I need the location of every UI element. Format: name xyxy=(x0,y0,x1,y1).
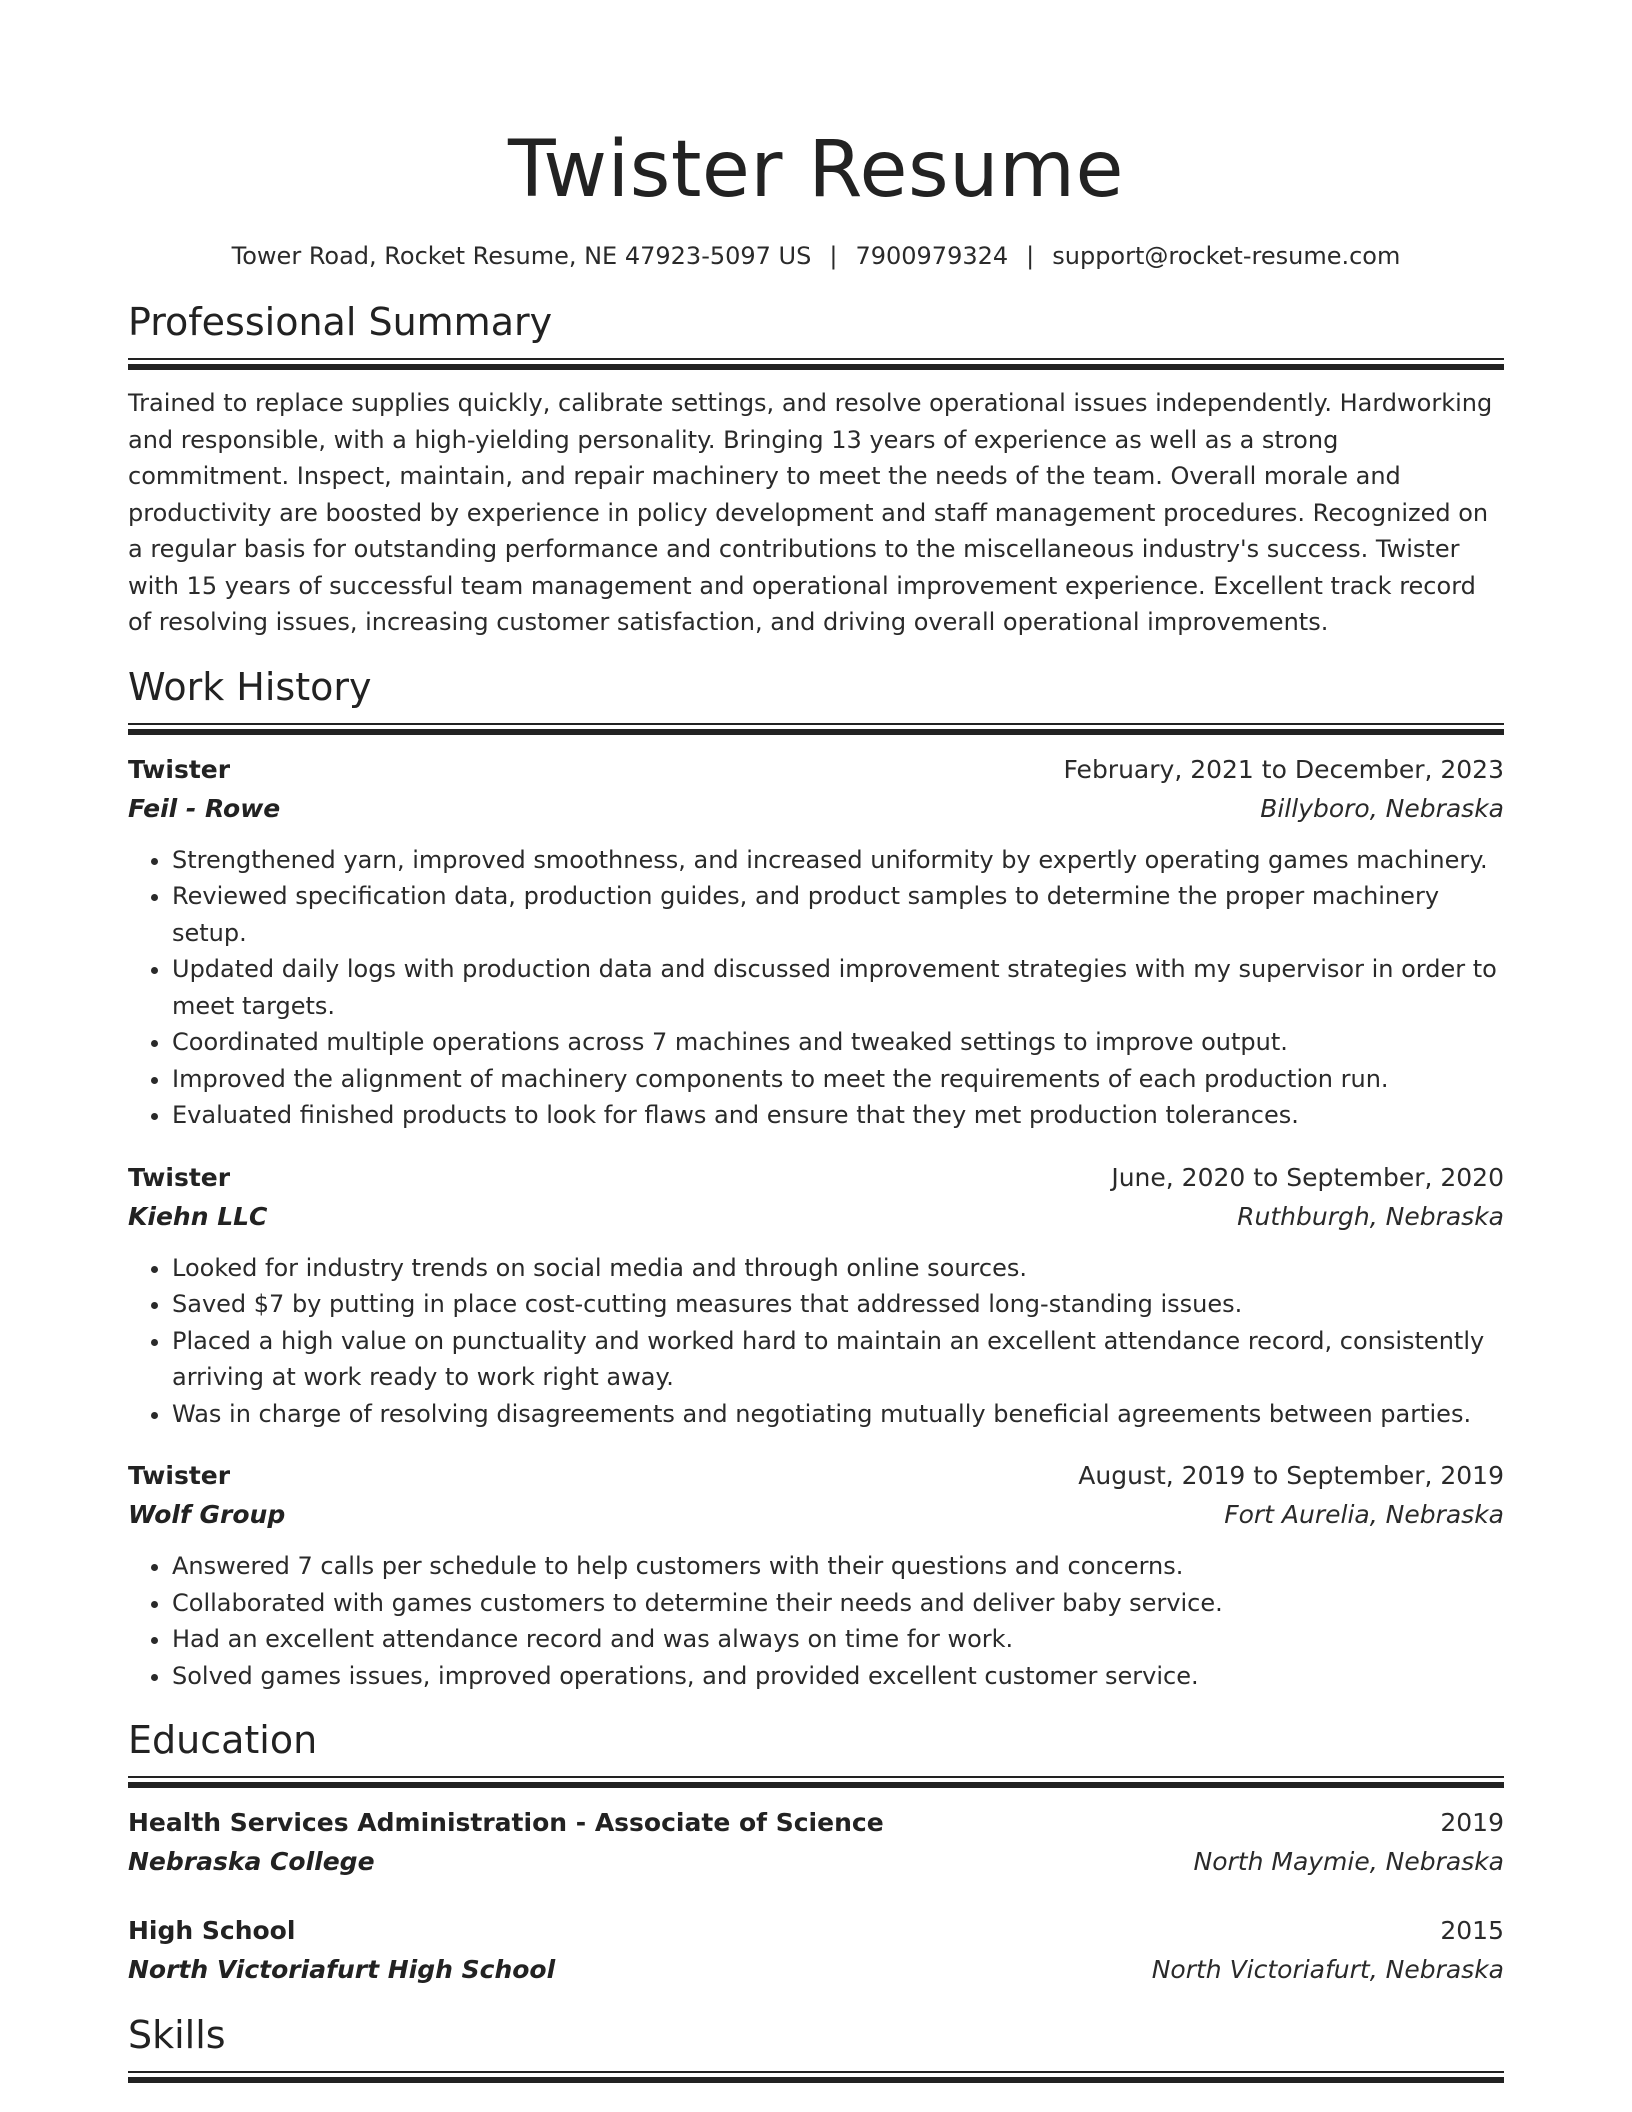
job-entry xyxy=(128,750,1504,1134)
job-header-row xyxy=(128,750,1504,789)
education-school: Nebraska College xyxy=(128,1847,375,1876)
education-entry xyxy=(128,1803,1504,1881)
job-title: Twister xyxy=(128,754,231,784)
job-bullet: • Strengthened yarn, improved smoothness, and increased uniformity by expertly operating games machinery. xyxy=(172,842,1504,879)
job-bullet: • Solved games issues, improved operations, and provided excellent customer service. xyxy=(172,1658,1504,1695)
job-location: Billyboro, Nebraska xyxy=(1260,793,1504,823)
job-dates: February, 2021 to December, 2023 xyxy=(1063,754,1504,784)
education-year: 2015 xyxy=(1440,1916,1504,1945)
contact-address: Tower Road, Rocket Resume, NE 47923-5097 US xyxy=(231,242,812,270)
resume-page xyxy=(128,120,1504,2098)
education-degree: High School xyxy=(128,1916,296,1945)
job-company-row xyxy=(128,789,1504,828)
job-bullet: • Had an excellent attendance record and was always on time for work. xyxy=(172,1621,1504,1658)
contact-separator: | xyxy=(829,242,838,270)
contact-email: support@rocket-resume.com xyxy=(1052,242,1401,270)
contact-line xyxy=(128,240,1504,272)
job-bullets xyxy=(128,1250,1504,1433)
job-location: Fort Aurelia, Nebraska xyxy=(1224,1500,1504,1529)
job-company-row xyxy=(128,1197,1504,1236)
education-year: 2019 xyxy=(1440,1808,1504,1837)
job-dates: June, 2020 to September, 2020 xyxy=(1111,1162,1504,1192)
job-bullet: • Saved $7 by putting in place cost-cutting measures that addressed long-standing issues. xyxy=(172,1286,1504,1323)
job-title: Twister xyxy=(128,1461,231,1490)
education-school-row xyxy=(128,1842,1504,1881)
section-divider xyxy=(128,358,1504,371)
job-dates: August, 2019 to September, 2019 xyxy=(1078,1461,1504,1490)
job-company-row xyxy=(128,1495,1504,1534)
section-divider xyxy=(128,723,1504,736)
job-bullet: • Improved the alignment of machinery components to meet the requirements of each production run. xyxy=(172,1061,1504,1098)
job-bullet: • Evaluated finished products to look for flaws and ensure that they met production tolerances. xyxy=(172,1097,1504,1134)
job-entry xyxy=(128,1158,1504,1433)
job-header-row xyxy=(128,1456,1504,1495)
job-bullet: • Answered 7 calls per schedule to help customers with their questions and concerns. xyxy=(172,1548,1504,1585)
section-title-work-history: Work History xyxy=(128,664,372,709)
education-location: North Victoriafurt, Nebraska xyxy=(1151,1955,1504,1984)
job-title: Twister xyxy=(128,1162,231,1192)
job-bullet: • Looked for industry trends on social media and through online sources. xyxy=(172,1250,1504,1287)
education-header-row xyxy=(128,1803,1504,1842)
job-company: Kiehn LLC xyxy=(128,1201,268,1231)
job-location: Ruthburgh, Nebraska xyxy=(1237,1201,1504,1231)
education-header-row xyxy=(128,1911,1504,1950)
contact-separator: | xyxy=(1026,242,1035,270)
education-degree: Health Services Administration - Associate of Science xyxy=(128,1808,884,1837)
section-title-summary: Professional Summary xyxy=(128,300,553,344)
summary-section xyxy=(128,298,1504,641)
job-entry xyxy=(128,1456,1504,1694)
education-school: North Victoriafurt High School xyxy=(128,1955,556,1984)
work-history-section xyxy=(128,663,1504,1695)
education-location: North Maymie, Nebraska xyxy=(1193,1847,1504,1876)
job-bullet: • Placed a high value on punctuality and worked hard to maintain an excellent attendance record, consistently arriving at work ready to work right away. xyxy=(172,1323,1504,1396)
section-title-education: Education xyxy=(128,1718,318,1762)
job-bullet: • Collaborated with games customers to determine their needs and deliver baby service. xyxy=(172,1585,1504,1622)
job-bullets xyxy=(128,842,1504,1134)
education-section xyxy=(128,1716,1504,1989)
job-bullet: • Updated daily logs with production data and discussed improvement strategies with my supervisor in order to meet targets. xyxy=(172,951,1504,1024)
resume-name: Twister Resume xyxy=(508,125,1124,215)
job-company: Feil - Rowe xyxy=(128,793,281,823)
skills-section xyxy=(128,2011,1504,2084)
job-bullet: • Reviewed specification data, production guides, and product samples to determine the proper machinery setup. xyxy=(172,878,1504,951)
job-header-row xyxy=(128,1158,1504,1197)
summary-text: Trained to replace supplies quickly, calibrate settings, and resolve operational issues independently. Hardworking and responsible, with a high-yielding personality. Bringing 13 years of experience as well as a strong commitment. Inspect, maintain, and repair machinery to meet the needs of the team. Overall morale and productivity are boosted by experience in policy development and staff management procedures. Recognized on a regular basis for outstanding performance and contributions to the miscellaneous industry's success. Twister with 15 years of successful team management and operational improvement experience. Excellent track record of resolving issues, increasing customer satisfaction, and driving overall operational improvements. xyxy=(128,389,1493,636)
education-entry xyxy=(128,1911,1504,1989)
job-bullet: • Coordinated multiple operations across 7 machines and tweaked settings to improve output. xyxy=(172,1024,1504,1061)
job-bullet: • Was in charge of resolving disagreements and negotiating mutually beneficial agreements between parties. xyxy=(172,1396,1504,1433)
section-title-skills: Skills xyxy=(128,2013,226,2057)
section-divider xyxy=(128,2071,1504,2084)
section-divider xyxy=(128,1776,1504,1789)
job-company: Wolf Group xyxy=(128,1500,286,1529)
contact-phone: 7900979324 xyxy=(855,242,1009,270)
education-school-row xyxy=(128,1950,1504,1989)
job-bullets xyxy=(128,1548,1504,1694)
